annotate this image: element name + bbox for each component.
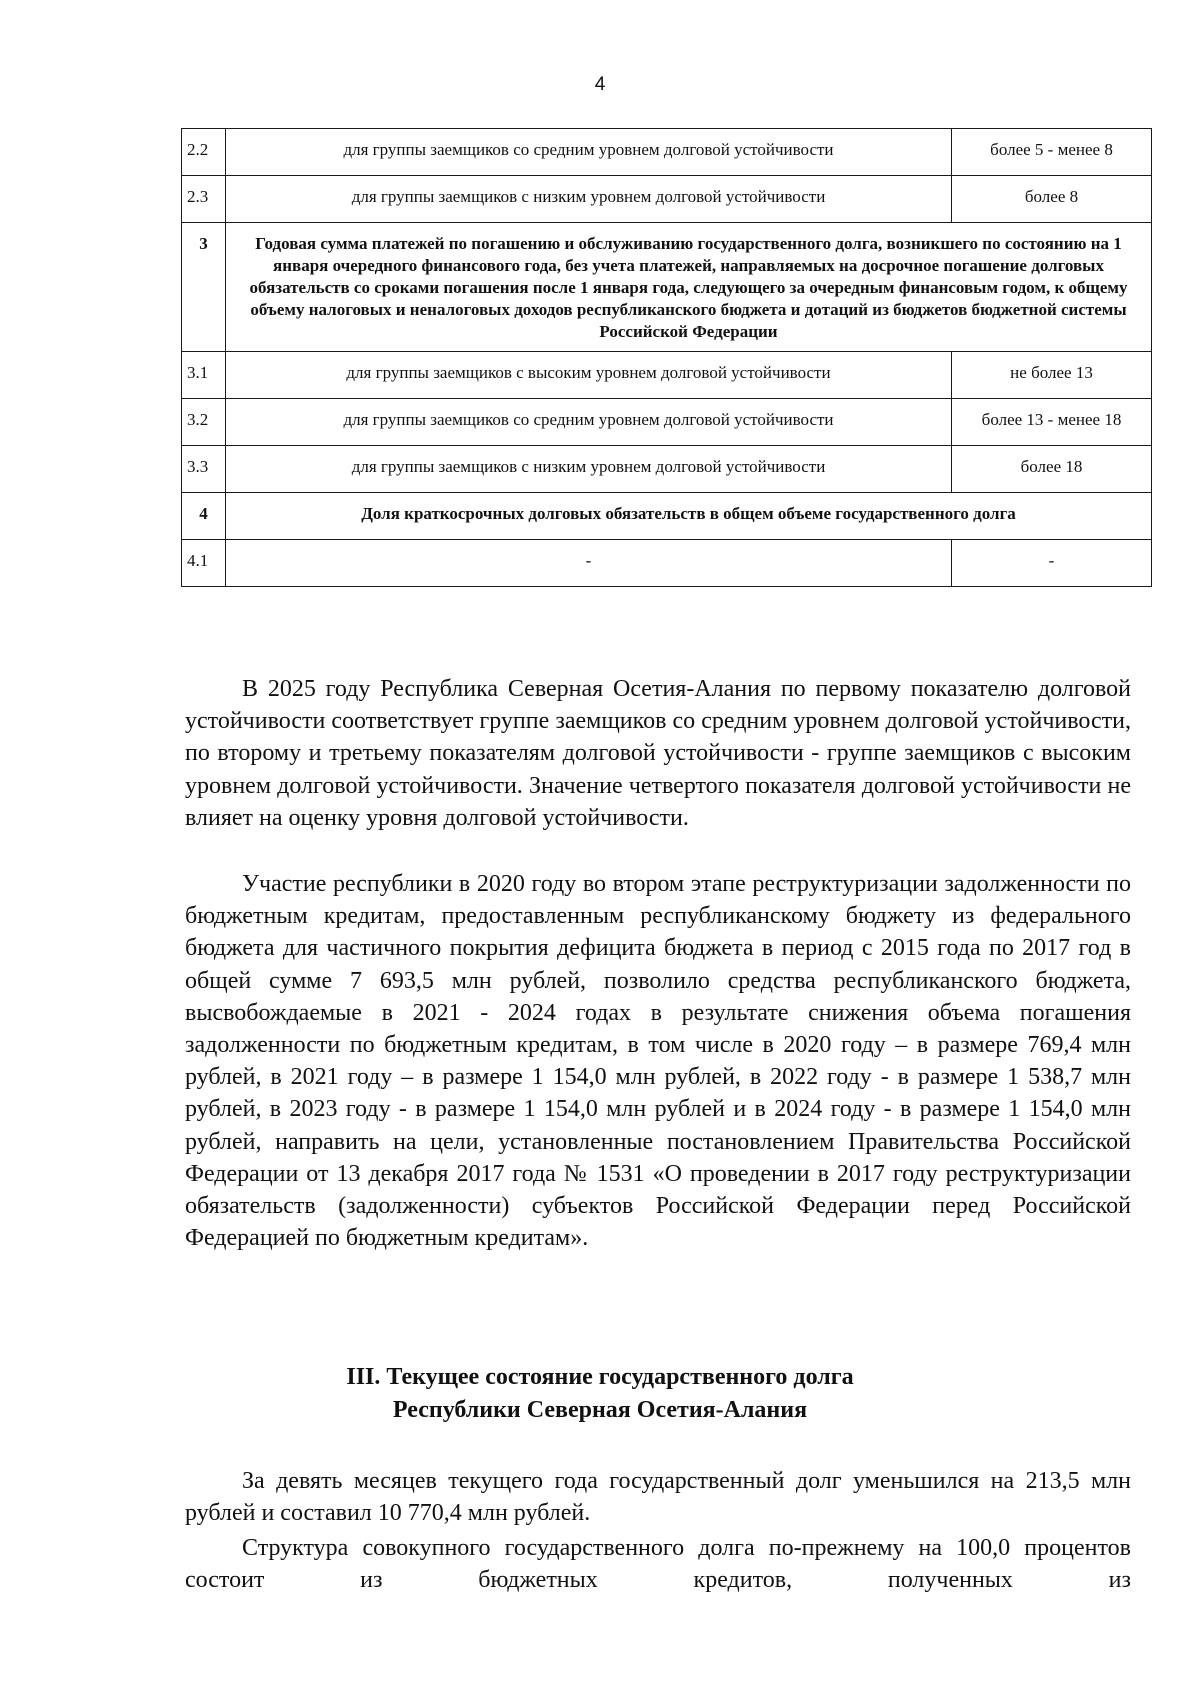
row-number: 3.3 (182, 446, 226, 493)
row-description: для группы заемщиков со средним уровнем долговой устойчивости (226, 129, 952, 176)
row-heading: Годовая сумма платежей по погашению и обслуживанию государственного долга, возникшего по состоянию на 1 января очередного финансового года, без учета платежей, направляемых на досрочное погашение долговых обязательств со сроками погашения после 1 января года, следующего за очередным финансовым годом, к общему объему налоговых и неналоговых доходов республиканского бюджета и дотаций из бюджетов бюджетной системы Российской Федерации (226, 223, 1152, 352)
row-number: 3.2 (182, 399, 226, 446)
row-description: для группы заемщиков с высоким уровнем долговой устойчивости (226, 352, 952, 399)
table-row (182, 129, 1152, 176)
row-description: для группы заемщиков со средним уровнем долговой устойчивости (226, 399, 952, 446)
paragraph-debt-change (185, 1465, 1131, 1529)
row-value: не более 13 (952, 352, 1152, 399)
table-row (182, 352, 1152, 399)
section-heading-line: Республики Северная Осетия-Алания (392, 1397, 808, 1423)
row-heading: Доля краткосрочных долговых обязательств в общем объеме государственного долга (226, 493, 1152, 540)
table-row (182, 540, 1152, 587)
row-number: 3.1 (182, 352, 226, 399)
table-row-heading (182, 223, 1152, 352)
row-value: более 13 - менее 18 (952, 399, 1152, 446)
row-description: - (226, 540, 952, 587)
table-row (182, 446, 1152, 493)
row-number: 2.2 (182, 129, 226, 176)
page-number: 4 (594, 74, 606, 95)
row-value: более 5 - менее 8 (952, 129, 1152, 176)
row-number: 4.1 (182, 540, 226, 587)
section-heading-line: III. Текущее состояние государственного долга (346, 1364, 854, 1390)
row-number: 3 (182, 223, 226, 352)
row-description: для группы заемщиков с низким уровнем долговой устойчивости (226, 446, 952, 493)
debt-sustainability-table (181, 128, 1152, 587)
paragraph-text: В 2025 году Республика Северная Осетия-Алания по первому показателю долговой устойчивости соответствует группе заемщиков со средним уровнем долговой устойчивости, по второму и третьему показателям долговой устойчивости - группе заемщиков с высоким уровнем долговой устойчивости. Значение четвертого показателя долговой устойчивости не влияет на оценку уровня долговой устойчивости. (185, 676, 1131, 831)
paragraph-debt-structure (185, 1532, 1131, 1596)
table-row-heading (182, 493, 1152, 540)
paragraph-assessment (185, 673, 1131, 834)
paragraph-text: Участие республики в 2020 году во втором этапе реструктуризации задолженности по бюджетным кредитам, предоставленным республиканскому бюджету из федерального бюджета для частичного покрытия дефицита бюджета в период с 2015 года по 2017 год в общей сумме 7 693,5 млн рублей, позволило средства республиканского бюджета, высвобождаемые в 2021 - 2024 годах в результате снижения объема погашения задолженности по бюджетным кредитам, в том числе в 2020 году – в размере 769,4 млн рублей, в 2021 году – в размере 1 154,0 млн рублей, в 2022 году - в размере 1 538,7 млн рублей, в 2023 году - в размере 1 154,0 млн рублей и в 2024 году - в размере 1 154,0 млн рублей, направить на цели, установленные постановлением Правительства Российской Федерации от 13 декабря 2017 года № 1531 «О проведении в 2017 году реструктуризации обязательств (задолженности) субъектов Российской Федерации перед Российской Федерацией по бюджетным кредитам». (185, 871, 1131, 1252)
row-number: 4 (182, 493, 226, 540)
row-value: - (952, 540, 1152, 587)
paragraph-text: За девять месяцев текущего года государственный долг уменьшился на 213,5 млн рублей и составил 10 770,4 млн рублей. (185, 1468, 1131, 1527)
table-row (182, 176, 1152, 223)
row-value: более 8 (952, 176, 1152, 223)
section-heading (0, 1361, 1200, 1427)
row-description: для группы заемщиков с низким уровнем долговой устойчивости (226, 176, 952, 223)
paragraph-text: Структура совокупного государственного долга по-прежнему на 100,0 процентов состоит из бюджетных кредитов, полученных из (185, 1535, 1131, 1594)
table-row (182, 399, 1152, 446)
paragraph-restructuring (185, 868, 1131, 1254)
row-value: более 18 (952, 446, 1152, 493)
row-number: 2.3 (182, 176, 226, 223)
